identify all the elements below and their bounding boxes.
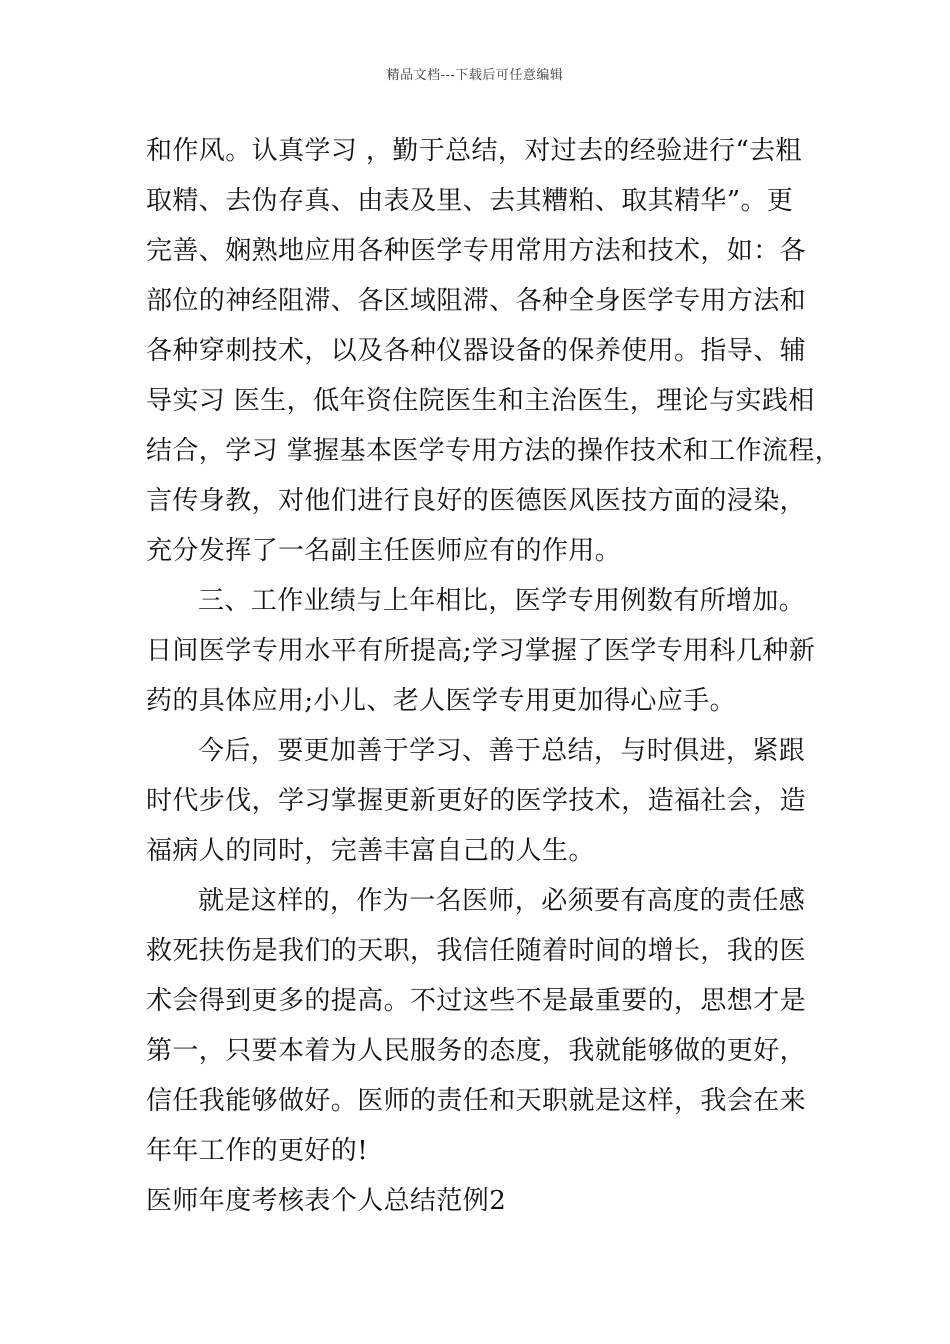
text-line: 导实习 医生，低年资住院医生和主治医生，理论与实践相	[146, 386, 815, 416]
text-line: 各种穿刺技术，以及各种仪器设备的保养使用。指导、辅	[146, 336, 807, 366]
text-line: 信任我能够做好。医师的责任和天职就是这样，我会在来	[146, 1086, 807, 1116]
paragraph-start-line: 今后，要更加善于学习、善于总结，与时俱进，紧跟	[198, 736, 806, 766]
text-line: 救死扶伤是我们的天职，我信任随着时间的增长，我的医	[146, 936, 807, 966]
text-line: 福病人的同时，完善丰富自己的人生。	[146, 836, 595, 866]
text-line: 部位的神经阻滞、各区域阻滞、各种全身医学专用方法和	[146, 286, 807, 316]
document-body	[146, 126, 842, 1226]
text-line: 取精、去伪存真、由表及里、去其糟粕、取其精华”。更	[146, 186, 794, 216]
page-header: 精品文档---下载后可任意编辑	[386, 68, 564, 83]
text-line: 完善、娴熟地应用各种医学专用常用方法和技术，如：各	[146, 236, 807, 266]
text-line: 日间医学专用水平有所提高;学习掌握了医学专用科几种新	[146, 636, 816, 666]
text-line: 时代步伐，学习掌握更新更好的医学技术，造福社会，造	[146, 786, 807, 816]
text-line: 言传身教，对他们进行良好的医德医风医技方面的浸染，	[146, 486, 807, 516]
text-line: 药的具体应用;小儿、老人医学专用更加得心应手。	[146, 686, 736, 716]
section-heading: 医师年度考核表个人总结范例2	[146, 1186, 507, 1216]
text-line: 结合，学习 掌握基本医学专用方法的操作技术和工作流程，	[146, 436, 842, 466]
text-line: 和作风。认真学习 ，勤于总结，对过去的经验进行“去粗	[146, 136, 802, 166]
paragraph-start-line: 就是这样的，作为一名医师，必须要有高度的责任感	[198, 886, 806, 916]
text-line: 年年工作的更好的!	[146, 1136, 369, 1166]
text-line: 术会得到更多的提高。不过这些不是最重要的，思想才是	[146, 986, 807, 1016]
paragraph-start-line: 三、工作业绩与上年相比，医学专用例数有所增加。	[198, 586, 806, 616]
text-line: 第一，只要本着为人民服务的态度，我就能够做的更好，	[146, 1036, 807, 1066]
text-line: 充分发挥了一名副主任医师应有的作用。	[146, 536, 622, 566]
